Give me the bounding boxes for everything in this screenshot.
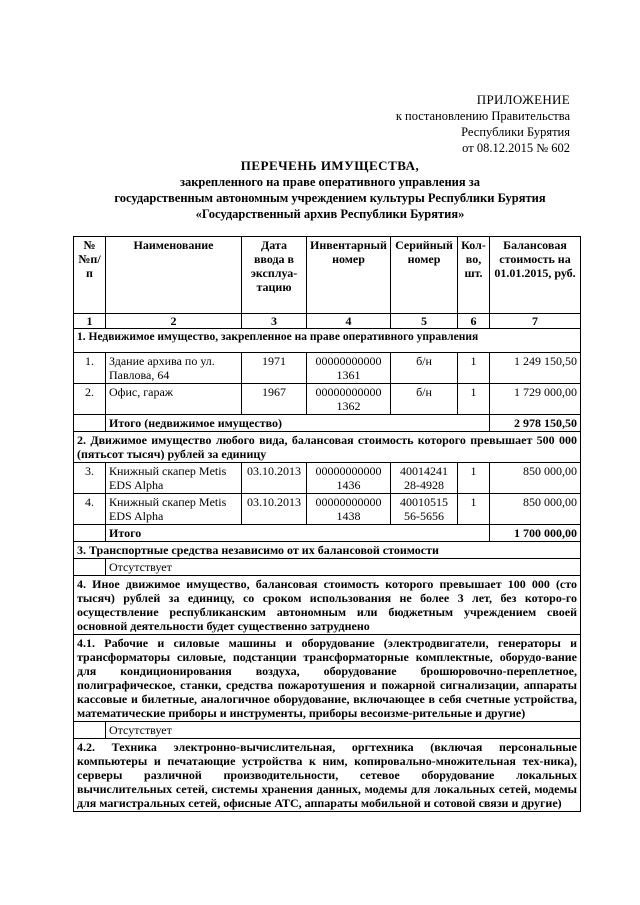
total-row	[74, 525, 581, 542]
row-date: 03.10.2013	[242, 463, 307, 494]
col-num: 1	[74, 314, 106, 329]
header-cost: Балансовая стоимость на 01.01.2015, руб.	[490, 237, 581, 314]
row-number: 4.	[74, 494, 106, 525]
col-num: 7	[490, 314, 581, 329]
appendix-line-2: Республики Бурятия	[461, 125, 570, 139]
absent-row	[74, 722, 581, 739]
row-quantity: 1	[458, 494, 490, 525]
col-num: 6	[458, 314, 490, 329]
row-inventory: 00000000000 1362	[307, 384, 391, 415]
absent-spacer	[74, 722, 106, 739]
row-quantity: 1	[458, 463, 490, 494]
row-serial: 40014241 28-4928	[391, 463, 458, 494]
document-heading	[60, 158, 600, 222]
total-label: Итого (недвижимое имущество)	[106, 415, 490, 432]
row-cost: 1 249 150,50	[490, 353, 581, 384]
table-header-row	[74, 237, 581, 314]
heading-title: ПЕРЕЧЕНЬ ИМУЩЕСТВА,	[240, 158, 420, 173]
header-serial: Серийный номер	[391, 237, 458, 314]
row-inventory: 00000000000 1438	[307, 494, 391, 525]
col-num: 3	[242, 314, 307, 329]
table-row	[74, 384, 581, 415]
total-value: 1 700 000,00	[490, 525, 581, 542]
header-inventory: Инвентарный номер	[307, 237, 391, 314]
section-row	[74, 329, 581, 353]
column-number-row	[74, 314, 581, 329]
header-quantity: Кол-во, шт.	[458, 237, 490, 314]
table-row	[74, 494, 581, 525]
absent-text: Отсутствует	[106, 722, 581, 739]
section-row	[74, 635, 581, 722]
heading-line-2: государственным автономным учреждением культуры Республики Бурятия	[114, 191, 546, 205]
row-serial: б/н	[391, 353, 458, 384]
row-date: 03.10.2013	[242, 494, 307, 525]
section-4-1-title: 4.1. Рабочие и силовые машины и оборудование (электродвигатели, генераторы и трансформаторы силовые, подстанции трансформаторные комплектные, оборудо-вание для кондиционирования воздуха, оборудование брошюровочно-переплетное, полиграфическое, станки, средства пожаротушения и пожарной сигнализации, аппараты кассовые и билетные, аналогичное оборудование, включающее в себя счетные устройства, математические приборы и инструменты, приборы весоизме-рительные и другие)	[74, 635, 581, 722]
section-row	[74, 576, 581, 635]
row-quantity: 1	[458, 384, 490, 415]
total-value: 2 978 150,50	[490, 415, 581, 432]
property-table	[73, 236, 581, 812]
header-name: Наименование	[106, 237, 242, 314]
col-num: 2	[106, 314, 242, 329]
section-2-title: 2. Движимое имущество любого вида, балансовая стоимость которого превышает 500 000 (пятьсот тысяч) рублей за единицу	[74, 432, 581, 463]
row-date: 1971	[242, 353, 307, 384]
row-serial: б/н	[391, 384, 458, 415]
total-spacer	[74, 525, 106, 542]
appendix-line-3: от 08.12.2015 № 602	[462, 141, 570, 155]
table-row	[74, 353, 581, 384]
row-cost: 850 000,00	[490, 463, 581, 494]
row-cost: 850 000,00	[490, 494, 581, 525]
total-row	[74, 415, 581, 432]
row-name: Книжный скапер Metis EDS Alpha	[106, 494, 242, 525]
section-3-title: 3. Транспортные средства независимо от их балансовой стоимости	[74, 542, 581, 559]
row-serial: 40010515 56-5656	[391, 494, 458, 525]
row-cost: 1 729 000,00	[490, 384, 581, 415]
row-inventory: 00000000000 1436	[307, 463, 391, 494]
absent-spacer	[74, 559, 106, 576]
header-date: Дата ввода в эксплуа-тацию	[242, 237, 307, 314]
table-row	[74, 463, 581, 494]
total-spacer	[74, 415, 106, 432]
col-num: 5	[391, 314, 458, 329]
row-name: Здание архива по ул. Павлова, 64	[106, 353, 242, 384]
section-1-title: 1. Недвижимое имущество, закрепленное на праве оперативного управления	[74, 329, 581, 353]
section-4-title: 4. Иное движимое имущество, балансовая стоимость которого превышает 100 000 (сто тысяч) рублей за единицу, со сроком использования не более 3 лет, без которо-го осуществление республиканским автономным или бюджетным учреждением своей основной деятельности будет существенно затруднено	[74, 576, 581, 635]
appendix-line-1: к постановлению Правительства	[395, 109, 570, 123]
row-date: 1967	[242, 384, 307, 415]
row-name: Офис, гараж	[106, 384, 242, 415]
row-number: 2.	[74, 384, 106, 415]
header-number: № №п/п	[74, 237, 106, 314]
absent-row	[74, 559, 581, 576]
absent-text: Отсутствует	[106, 559, 581, 576]
col-num: 4	[307, 314, 391, 329]
section-4-2-title: 4.2. Техника электронно-вычислительная, оргтехника (включая персональные компьютеры и печатающие устройства к ним, копировально-множительная тех-ника), серверы различной производительности, сетевое оборудование локальных вычислительных сетей, системы хранения данных, модемы для локальных сетей, модемы для магистральных сетей, офисные АТС, аппараты мобильной и сотовой связи и другие)	[74, 739, 581, 812]
appendix-title: ПРИЛОЖЕНИЕ	[476, 92, 570, 107]
section-row	[74, 542, 581, 559]
section-row	[74, 739, 581, 812]
row-number: 3.	[74, 463, 106, 494]
total-label: Итого	[106, 525, 490, 542]
row-quantity: 1	[458, 353, 490, 384]
heading-line-1: закрепленного на праве оперативного управления за	[179, 175, 481, 189]
heading-line-3: «Государственный архив Республики Бурятия»	[195, 207, 465, 221]
row-number: 1.	[74, 353, 106, 384]
section-row	[74, 432, 581, 463]
row-inventory: 00000000000 1361	[307, 353, 391, 384]
appendix-block	[396, 92, 570, 156]
row-name: Книжный скапер Metis EDS Alpha	[106, 463, 242, 494]
